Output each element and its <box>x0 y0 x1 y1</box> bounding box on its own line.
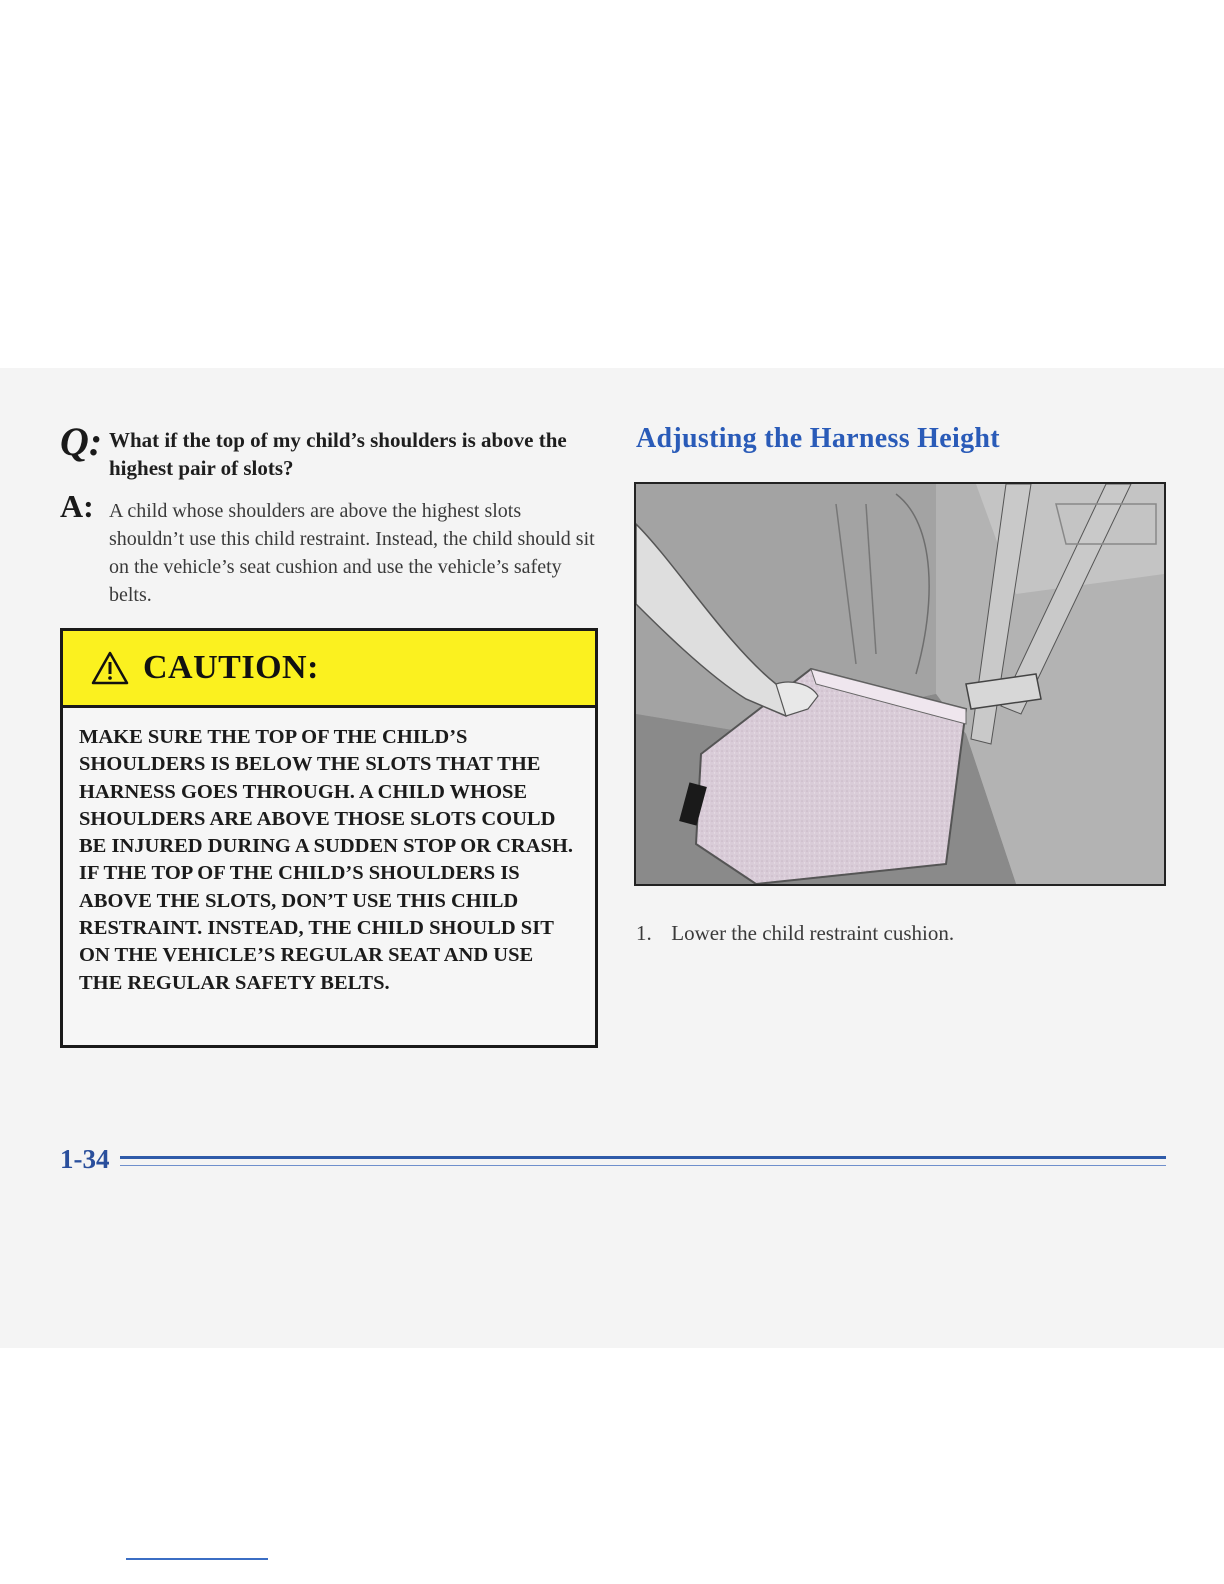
child-restraint-illustration <box>636 484 1164 884</box>
answer-label: A: <box>60 488 94 524</box>
page-number: 1-34 <box>60 1144 110 1174</box>
caution-header <box>63 631 595 708</box>
step-1 <box>636 921 954 946</box>
question-label: Q: <box>60 419 103 464</box>
footer-rule <box>120 1156 1166 1159</box>
step-number: 1. <box>636 921 652 945</box>
caution-text: MAKE SURE THE TOP OF THE CHILD’S SHOULDERS IS BELOW THE SLOTS THAT THE HARNESS GOES THROUGH. A CHILD WHOSE SHOULDERS ARE ABOVE THOSE SLOTS COULD BE INJURED DURING A SUDDEN STOP OR CRASH. IF THE TOP OF THE CHILD’S SHOULDERS IS ABOVE THE SLOTS, DON’T USE THIS CHILD RESTRAINT. INSTEAD, THE CHILD SHOULD SIT ON THE VEHICLE’S REGULAR SEAT AND USE THE REGULAR SAFETY BELTS. <box>79 726 573 994</box>
caution-title: CAUTION: <box>143 649 319 686</box>
answer-text: A child whose shoulders are above the highest slots shouldn’t use this child restraint. Instead, the child should sit on the vehicle’s seat cushion and use the vehicle’s safety belts. <box>109 500 595 606</box>
step-text: Lower the child restraint cushion. <box>671 921 955 945</box>
question-text: What if the top of my child’s shoulders is above the highest pair of slots? <box>109 428 567 480</box>
warning-triangle-icon <box>91 651 129 685</box>
footer-rule-thin <box>120 1165 1166 1166</box>
bottom-accent-line <box>126 1558 268 1560</box>
section-heading: Adjusting the Harness Height <box>636 423 1000 454</box>
child-restraint-photo <box>634 482 1166 886</box>
caution-box <box>60 628 598 1048</box>
